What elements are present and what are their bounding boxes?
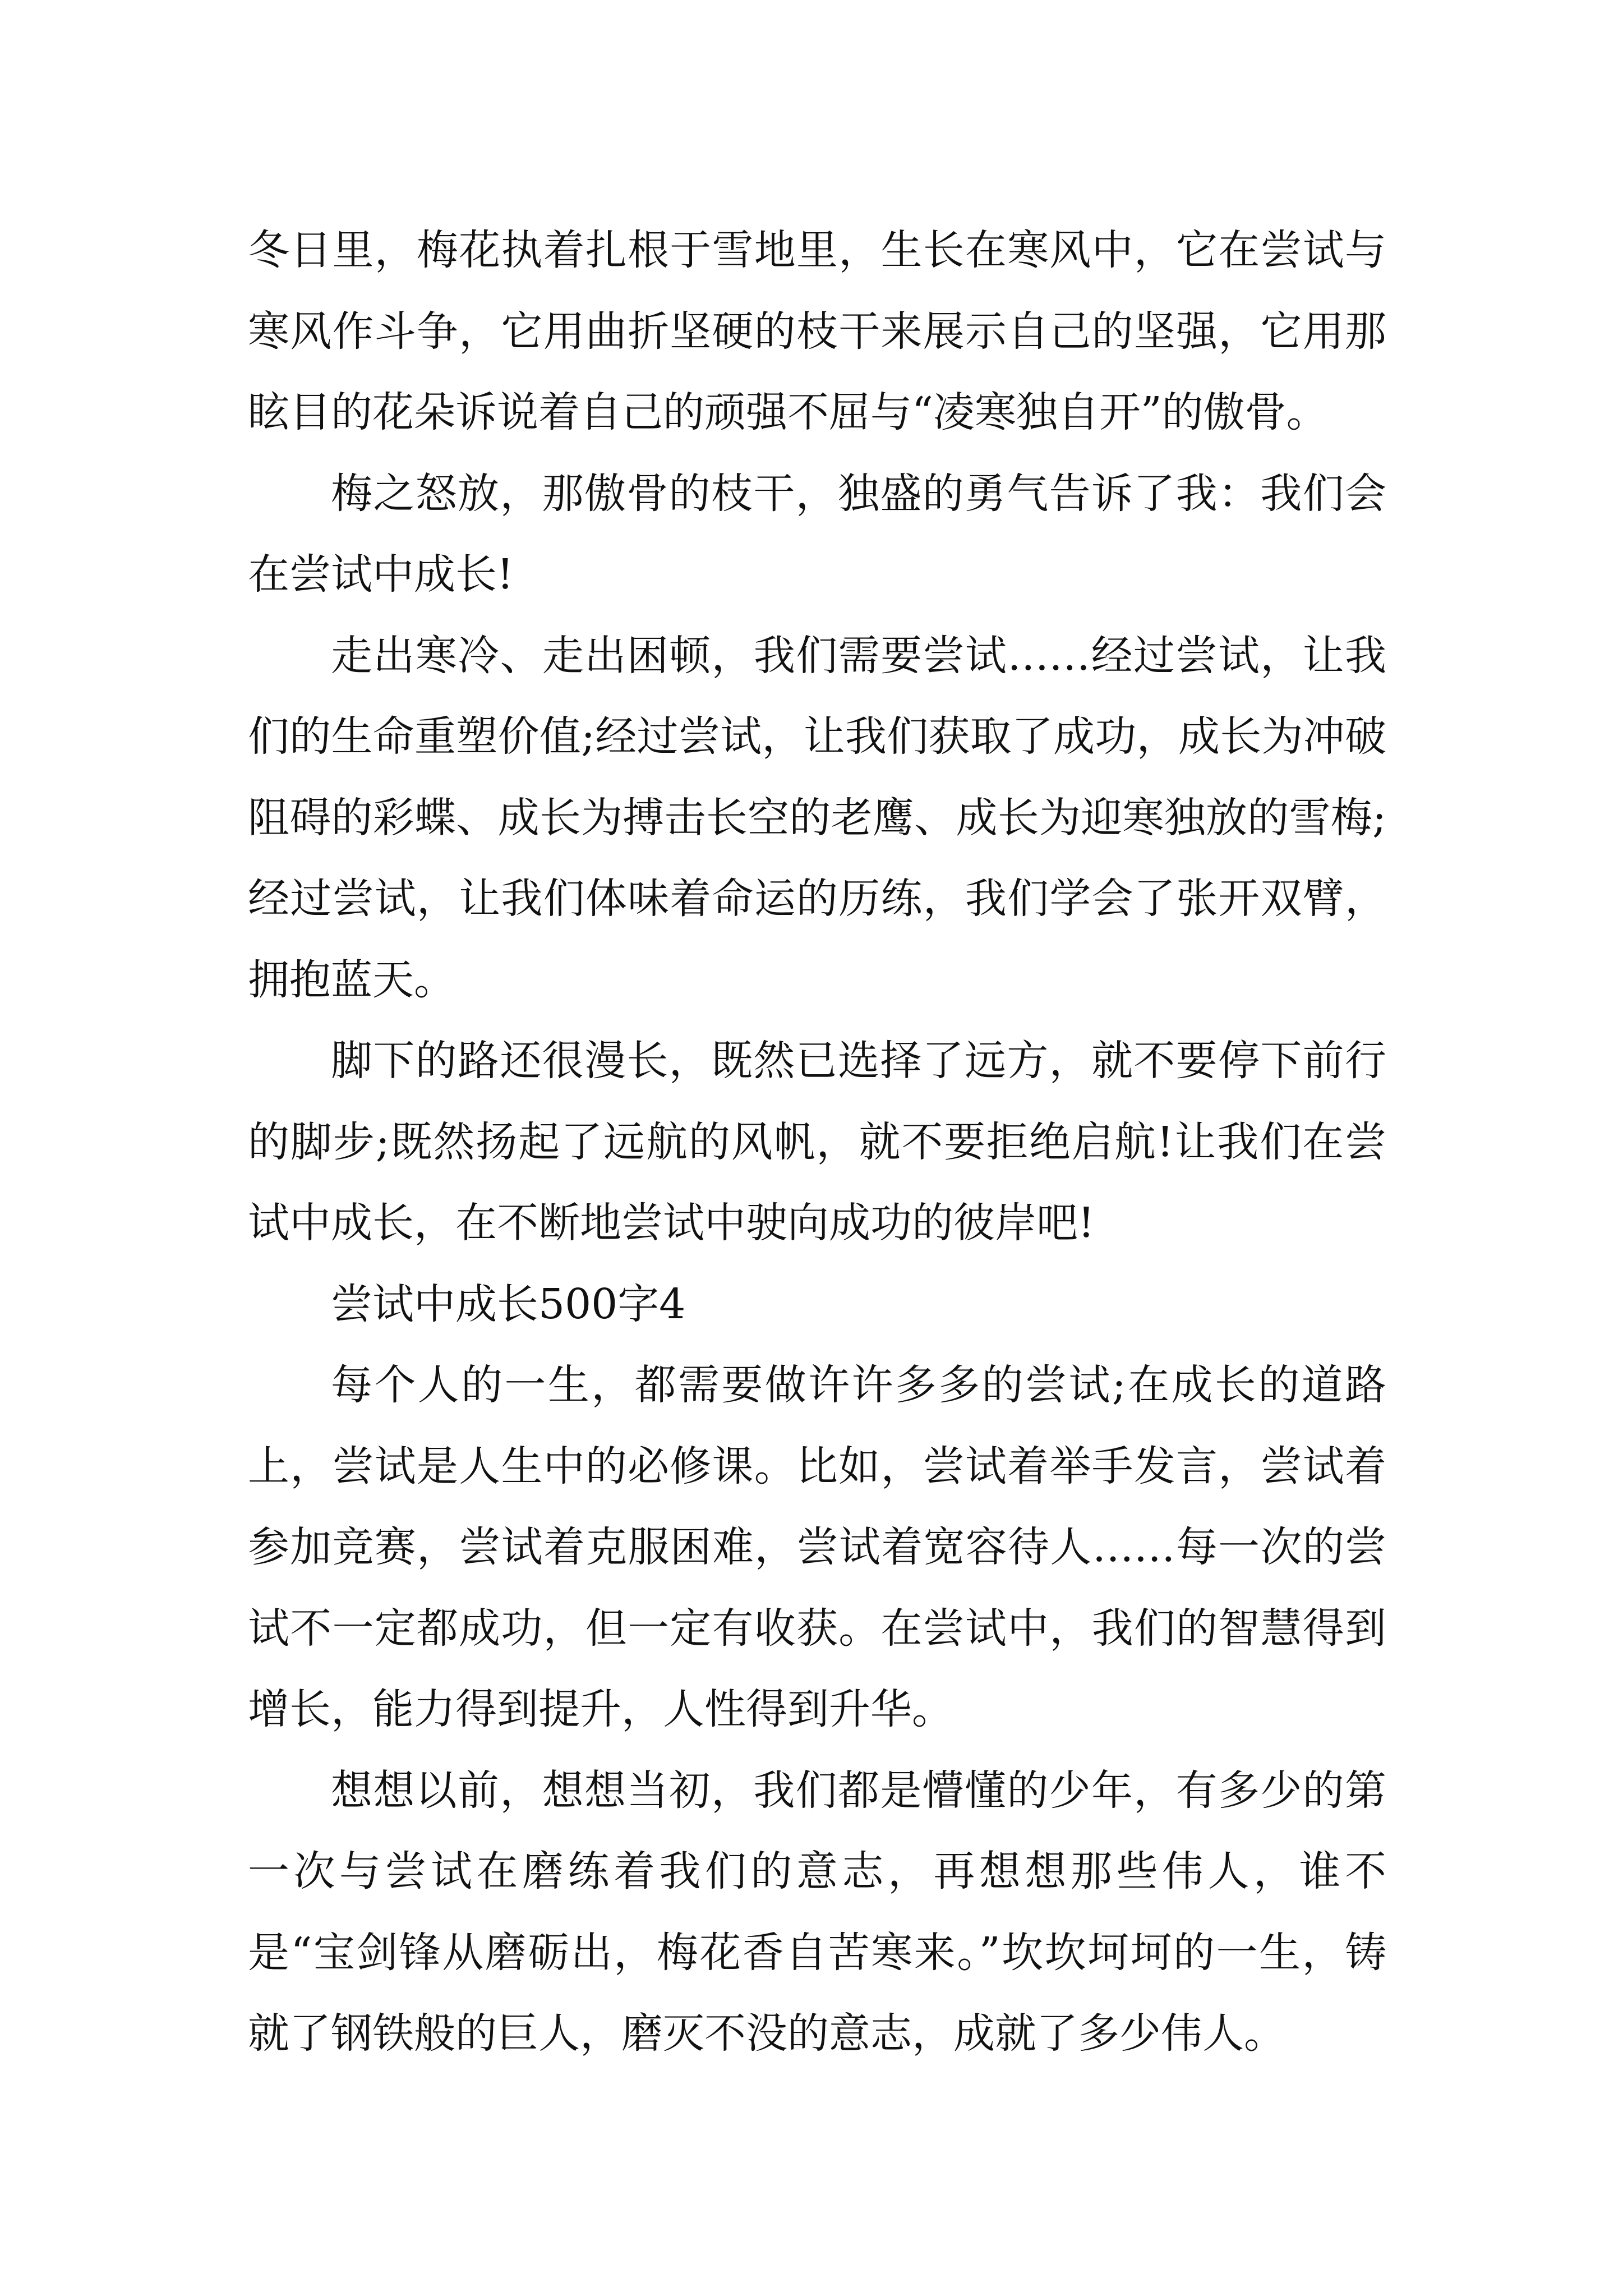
- section-heading: 尝试中成长500字4: [331, 1280, 686, 1328]
- paragraph-through-trying: 走出寒冷、走出困顿，我们需要尝试……经过尝试，让我们的生命重塑价值;经过尝试，让我们获取了成功，成长为冲破阻碍的彩蝶、成长为搏击长空的老鹰、成长为迎寒独放的雪梅;经过尝试，让我们体味着命运的历练，我们学会了张开双臂，拥抱蓝天。: [248, 631, 1386, 1004]
- paragraph-plum-courage: 梅之怒放，那傲骨的枝干，独盛的勇气告诉了我：我们会在尝试中成长!: [248, 469, 1386, 599]
- document-body: [248, 210, 1386, 2074]
- paragraph-everyone-tries: 每个人的一生，都需要做许许多多的尝试;在成长的道路上，尝试是人生中的必修课。比如，尝试着举手发言，尝试着参加竞赛，尝试着克服困难，尝试着宽容待人……每一次的尝试不一定都成功，但一定有收获。在尝试中，我们的智慧得到增长，能力得到提升，人性得到升华。: [248, 1361, 1386, 1733]
- paragraph-think-back: 想想以前，想想当初，我们都是懵懂的少年，有多少的第一次与尝试在磨练着我们的意志，再想想那些伟人，谁不是“宝剑锋从磨砺出，梅花香自苦寒来。”坎坎坷坷的一生，铸就了钢铁般的巨人，磨灭不没的意志，成就了多少伟人。: [248, 1766, 1386, 2058]
- paragraph-plum-winter: 冬日里，梅花执着扎根于雪地里，生长在寒风中，它在尝试与寒风作斗争，它用曲折坚硬的枝干来展示自己的坚强，它用那眩目的花朵诉说着自己的顽强不屈与“凌寒独自开”的傲骨。: [248, 226, 1386, 436]
- paragraph-long-road: 脚下的路还很漫长，既然已选择了远方，就不要停下前行的脚步;既然扬起了远航的风帆，就不要拒绝启航!让我们在尝试中成长，在不断地尝试中驶向成功的彼岸吧!: [248, 1037, 1386, 1247]
